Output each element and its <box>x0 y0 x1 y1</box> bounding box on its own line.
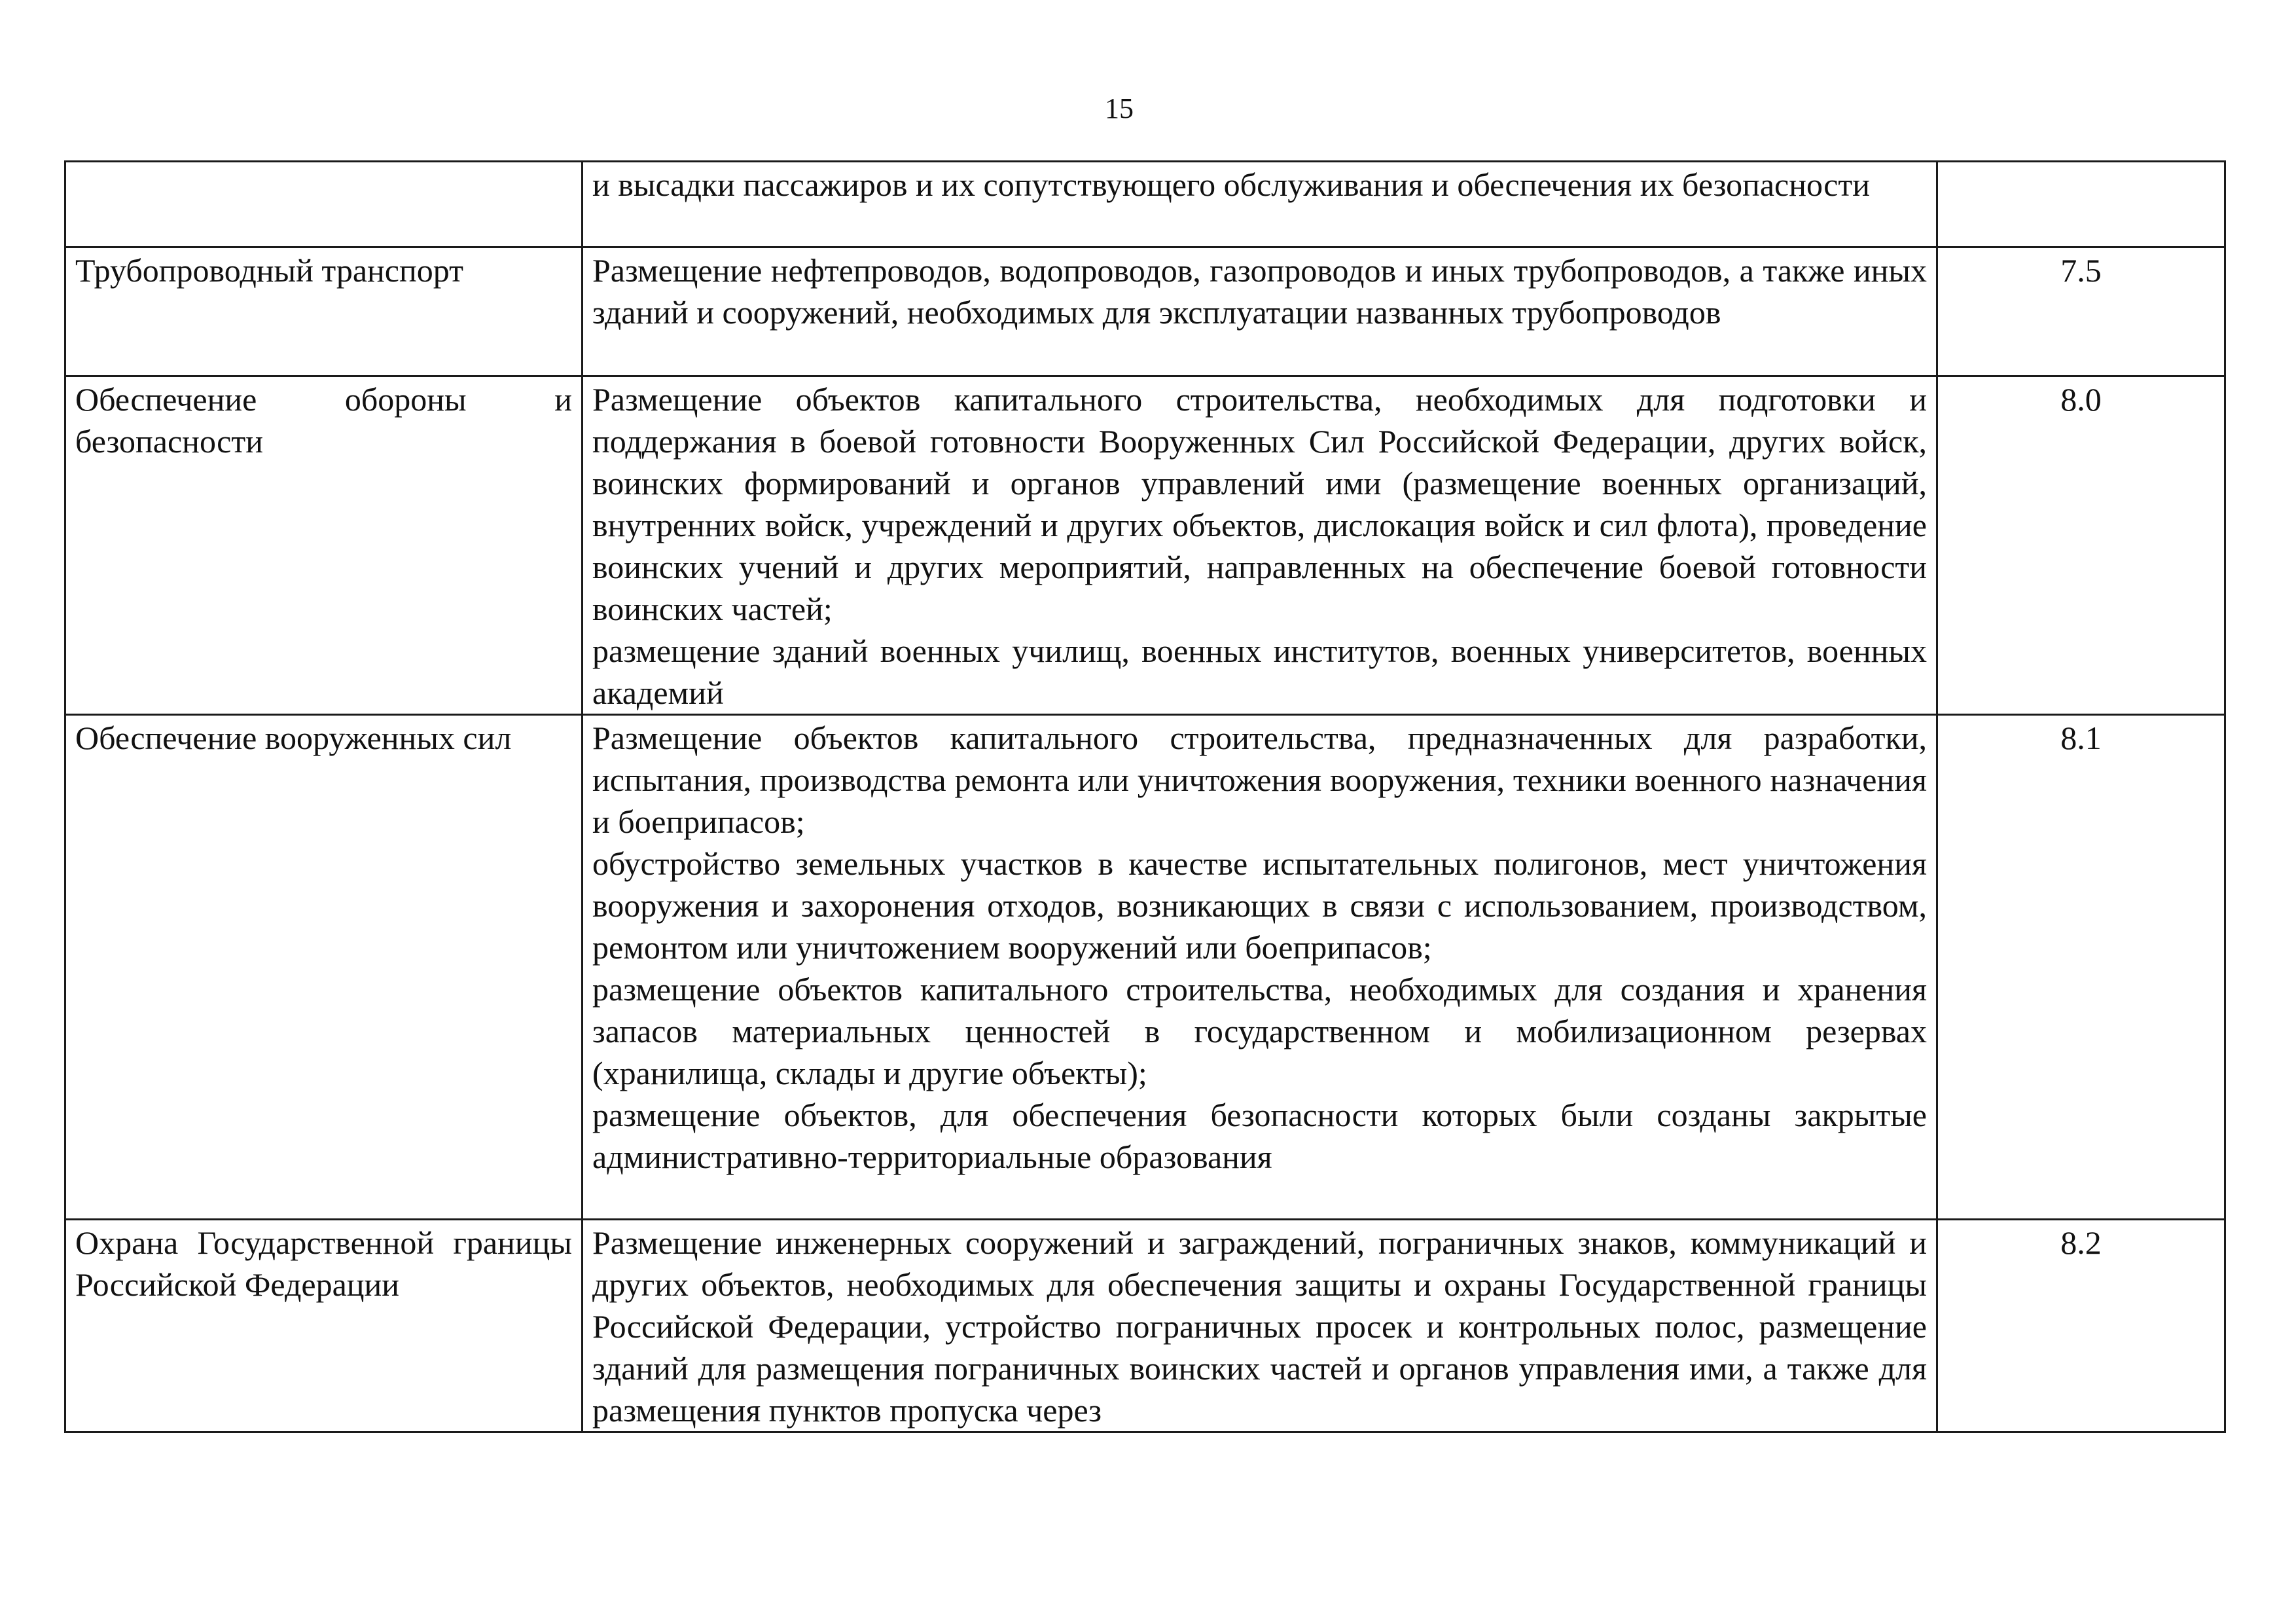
table-row <box>65 247 2225 376</box>
use-type-name: Обеспечение вооруженных сил <box>65 715 583 1220</box>
table-row <box>65 1220 2225 1432</box>
use-description <box>583 162 1937 247</box>
table-row <box>65 162 2225 247</box>
description-paragraph: размещение зданий военных училищ, военных институтов, военных университетов, военных академий <box>592 632 1927 711</box>
table-row <box>65 376 2225 715</box>
use-description <box>583 715 1937 1220</box>
use-type-name: Охрана Государственной границы Российской Федерации <box>65 1220 583 1432</box>
description-paragraph: размещение объектов, для обеспечения безопасности которых были созданы закрытые административно-территориальные образования <box>592 1097 1927 1175</box>
description-paragraph: Размещение нефтепроводов, водопроводов, газопроводов и иных трубопроводов, а также иных зданий и сооружений, необходимых для эксплуатации названных трубопроводов <box>592 252 1927 331</box>
page-number: 15 <box>1105 92 1134 124</box>
use-description <box>583 1220 1937 1432</box>
description-paragraph: Размещение объектов капитального строительства, необходимых для подготовки и поддержания в боевой готовности Вооруженных Сил Российской Федерации, других войск, воинских формирований и органов управлений ими (размещение военных организаций, внутренних войск, учреждений и других объектов, дислокация войск и сил флота), проведение воинских учений и других мероприятий, направленных на обеспечение боевой готовности воинских частей; <box>592 381 1927 627</box>
description-paragraph: обустройство земельных участков в качестве испытательных полигонов, мест уничтожения вооружения и захоронения отходов, возникающих в связи с использованием, производством, ремонтом или уничтожением вооружений или боеприпасов; <box>592 845 1927 966</box>
use-type-name: Трубопроводный транспорт <box>65 247 583 376</box>
use-code: 8.1 <box>1937 715 2225 1220</box>
description-paragraph: Размещение инженерных сооружений и заграждений, пограничных знаков, коммуникаций и других объектов, необходимых для обеспечения защиты и охраны Государственной границы Российской Федерации, устройство пограничных просек и контрольных полос, размещение зданий для размещения пограничных воинских частей и органов управления ими, а также для размещения пунктов пропуска через <box>592 1224 1927 1429</box>
use-code: 8.2 <box>1937 1220 2225 1432</box>
description-paragraph: размещение объектов капитального строительства, необходимых для создания и хранения запасов материальных ценностей в государственном и мобилизационном резервах (хранилища, склады и другие объекты); <box>592 971 1927 1091</box>
use-code <box>1937 162 2225 247</box>
use-code: 7.5 <box>1937 247 2225 376</box>
use-code: 8.0 <box>1937 376 2225 715</box>
use-type-name <box>65 162 583 247</box>
description-paragraph: Размещение объектов капитального строительства, предназначенных для разработки, испытания, производства ремонта или уничтожения вооружения, техники военного назначения и боеприпасов; <box>592 720 1927 840</box>
description-paragraph: и высадки пассажиров и их сопутствующего обслуживания и обеспечения их безопасности <box>592 166 1871 203</box>
use-type-name: Обеспечение обороны и безопасности <box>65 376 583 715</box>
use-description <box>583 376 1937 715</box>
use-description <box>583 247 1937 376</box>
table-row <box>65 715 2225 1220</box>
land-use-table <box>64 160 2226 1433</box>
